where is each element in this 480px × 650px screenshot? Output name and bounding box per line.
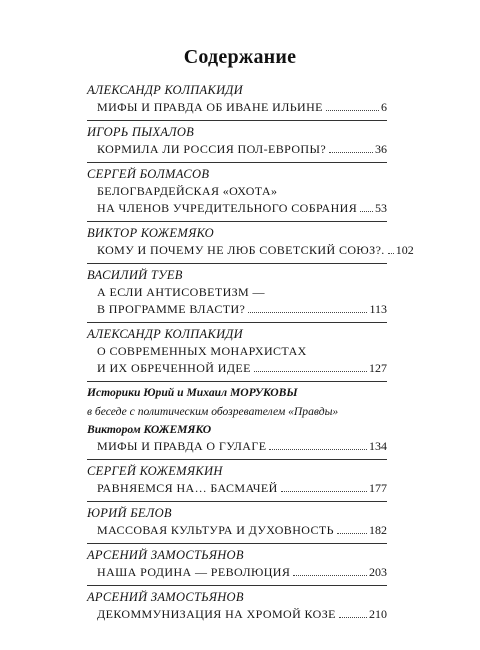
toc-entry-author: АРСЕНИЙ ЗАМОСТЬЯНОВ [87,589,244,604]
toc-entry-author: Виктором КОЖЕМЯКО [87,423,212,436]
dot-leader [254,370,367,372]
toc-entry-title: БЕЛОГВАРДЕЙСКАЯ «ОХОТА» [97,184,278,198]
toc-entry-title-row [87,99,387,116]
dot-leader [388,252,394,254]
toc-entry-title: И ИХ ОБРЕЧЕННОЙ ИДЕЕ [97,361,251,375]
toc-entry-author: Историки Юрий и Михаил МОРУКОВЫ [87,386,298,399]
toc-entry-title-row [87,242,414,259]
dot-leader [293,574,367,576]
dot-leader [339,616,367,618]
toc-list [87,79,414,627]
toc-entry [87,323,387,382]
toc-entry-title: МИФЫ И ПРАВДА О ГУЛАГЕ [97,438,267,453]
dot-leader [360,210,373,212]
toc-entry-author: ВИКТОР КОЖЕМЯКО [87,226,214,240]
dot-leader [281,490,367,492]
toc-entry-author: ЮРИЙ БЕЛОВ [87,505,172,520]
toc-entry-title-row [87,301,387,318]
toc-entry-page-number: 53 [375,201,387,215]
toc-entry [87,586,387,627]
toc-entry-author: СЕРГЕЙ БОЛМАСОВ [87,167,210,181]
dot-leader [329,151,373,153]
toc-entry-title: КОМУ И ПОЧЕМУ НЕ ЛЮБ СОВЕТСКИЙ СОЮЗ?. [97,243,385,257]
toc-entry-page-number: 6 [381,100,387,114]
toc-entry [87,460,387,502]
toc-entry-title-row [87,564,387,581]
dot-leader [326,109,379,111]
toc-entry [87,79,387,121]
toc-entry-author: АЛЕКСАНДР КОЛПАКИДИ [87,83,244,97]
toc-entry [87,544,387,586]
toc-entry-title-row [87,360,387,377]
toc-entry-page-number: 134 [369,438,387,453]
toc-entry-title: А ЕСЛИ АНТИСОВЕТИЗМ — [97,285,265,299]
toc-entry-author: АРСЕНИЙ ЗАМОСТЬЯНОВ [87,547,244,562]
toc-entry-title: КОРМИЛА ЛИ РОССИЯ ПОЛ-ЕВРОПЫ? [97,142,327,156]
toc-entry-page-number: 36 [375,142,387,156]
toc-entry [87,121,387,163]
toc-entry-title-row [87,606,387,623]
toc-entry-title-row [87,480,387,497]
toc-entry-title: НАША РОДИНА — РЕВОЛЮЦИЯ [97,564,291,579]
toc-entry-page-number: 102 [395,243,414,257]
toc-entry [87,163,387,222]
toc-entry-title: МИФЫ И ПРАВДА ОБ ИВАНЕ ИЛЬИНЕ [97,100,323,114]
toc-entry-page-number: 182 [369,522,387,537]
toc-entry-title-row [87,522,387,539]
toc-entry-title: РАВНЯЕМСЯ НА… БАСМАЧЕЙ [97,480,278,495]
dot-leader [248,311,367,313]
toc-entry-author: СЕРГЕЙ КОЖЕМЯКИН [87,463,223,478]
toc-entry-title: ДЕКОММУНИЗАЦИЯ НА ХРОМОЙ КОЗЕ [97,606,336,621]
toc-entry-title: О СОВРЕМЕННЫХ МОНАРХИСТАХ [97,344,307,358]
toc-entry-title: В ПРОГРАММЕ ВЛАСТИ? [97,302,246,316]
toc-entry-author: ВАСИЛИЙ ТУЕВ [87,268,183,282]
toc-entry-title-row [87,141,387,158]
dot-leader [269,448,367,450]
toc-entry-page-number: 210 [369,606,387,621]
toc-entry-title-row [87,438,387,455]
toc-entry-title: МАССОВАЯ КУЛЬТУРА И ДУХОВНОСТЬ [97,522,334,537]
toc-entry [87,502,387,544]
toc-entry-title-row [87,200,387,217]
toc-entry-author: ИГОРЬ ПЫХАЛОВ [87,125,195,139]
page-title: Содержание [183,46,297,68]
toc-entry-page-number: 203 [369,564,387,579]
toc-entry-title: НА ЧЛЕНОВ УЧРЕДИТЕЛЬНОГО СОБРАНИЯ [97,201,358,215]
toc-entry-author: в беседе с политическим обозревателем «Правды» [87,404,339,418]
toc-entry-author: АЛЕКСАНДР КОЛПАКИДИ [87,327,244,341]
toc-entry-page-number: 113 [369,302,387,316]
toc-entry [87,264,387,323]
toc-entry [87,382,387,460]
toc-entry-page-number: 127 [369,361,387,375]
toc-entry-page-number: 177 [369,480,387,495]
toc-entry [87,222,414,264]
dot-leader [337,532,367,534]
